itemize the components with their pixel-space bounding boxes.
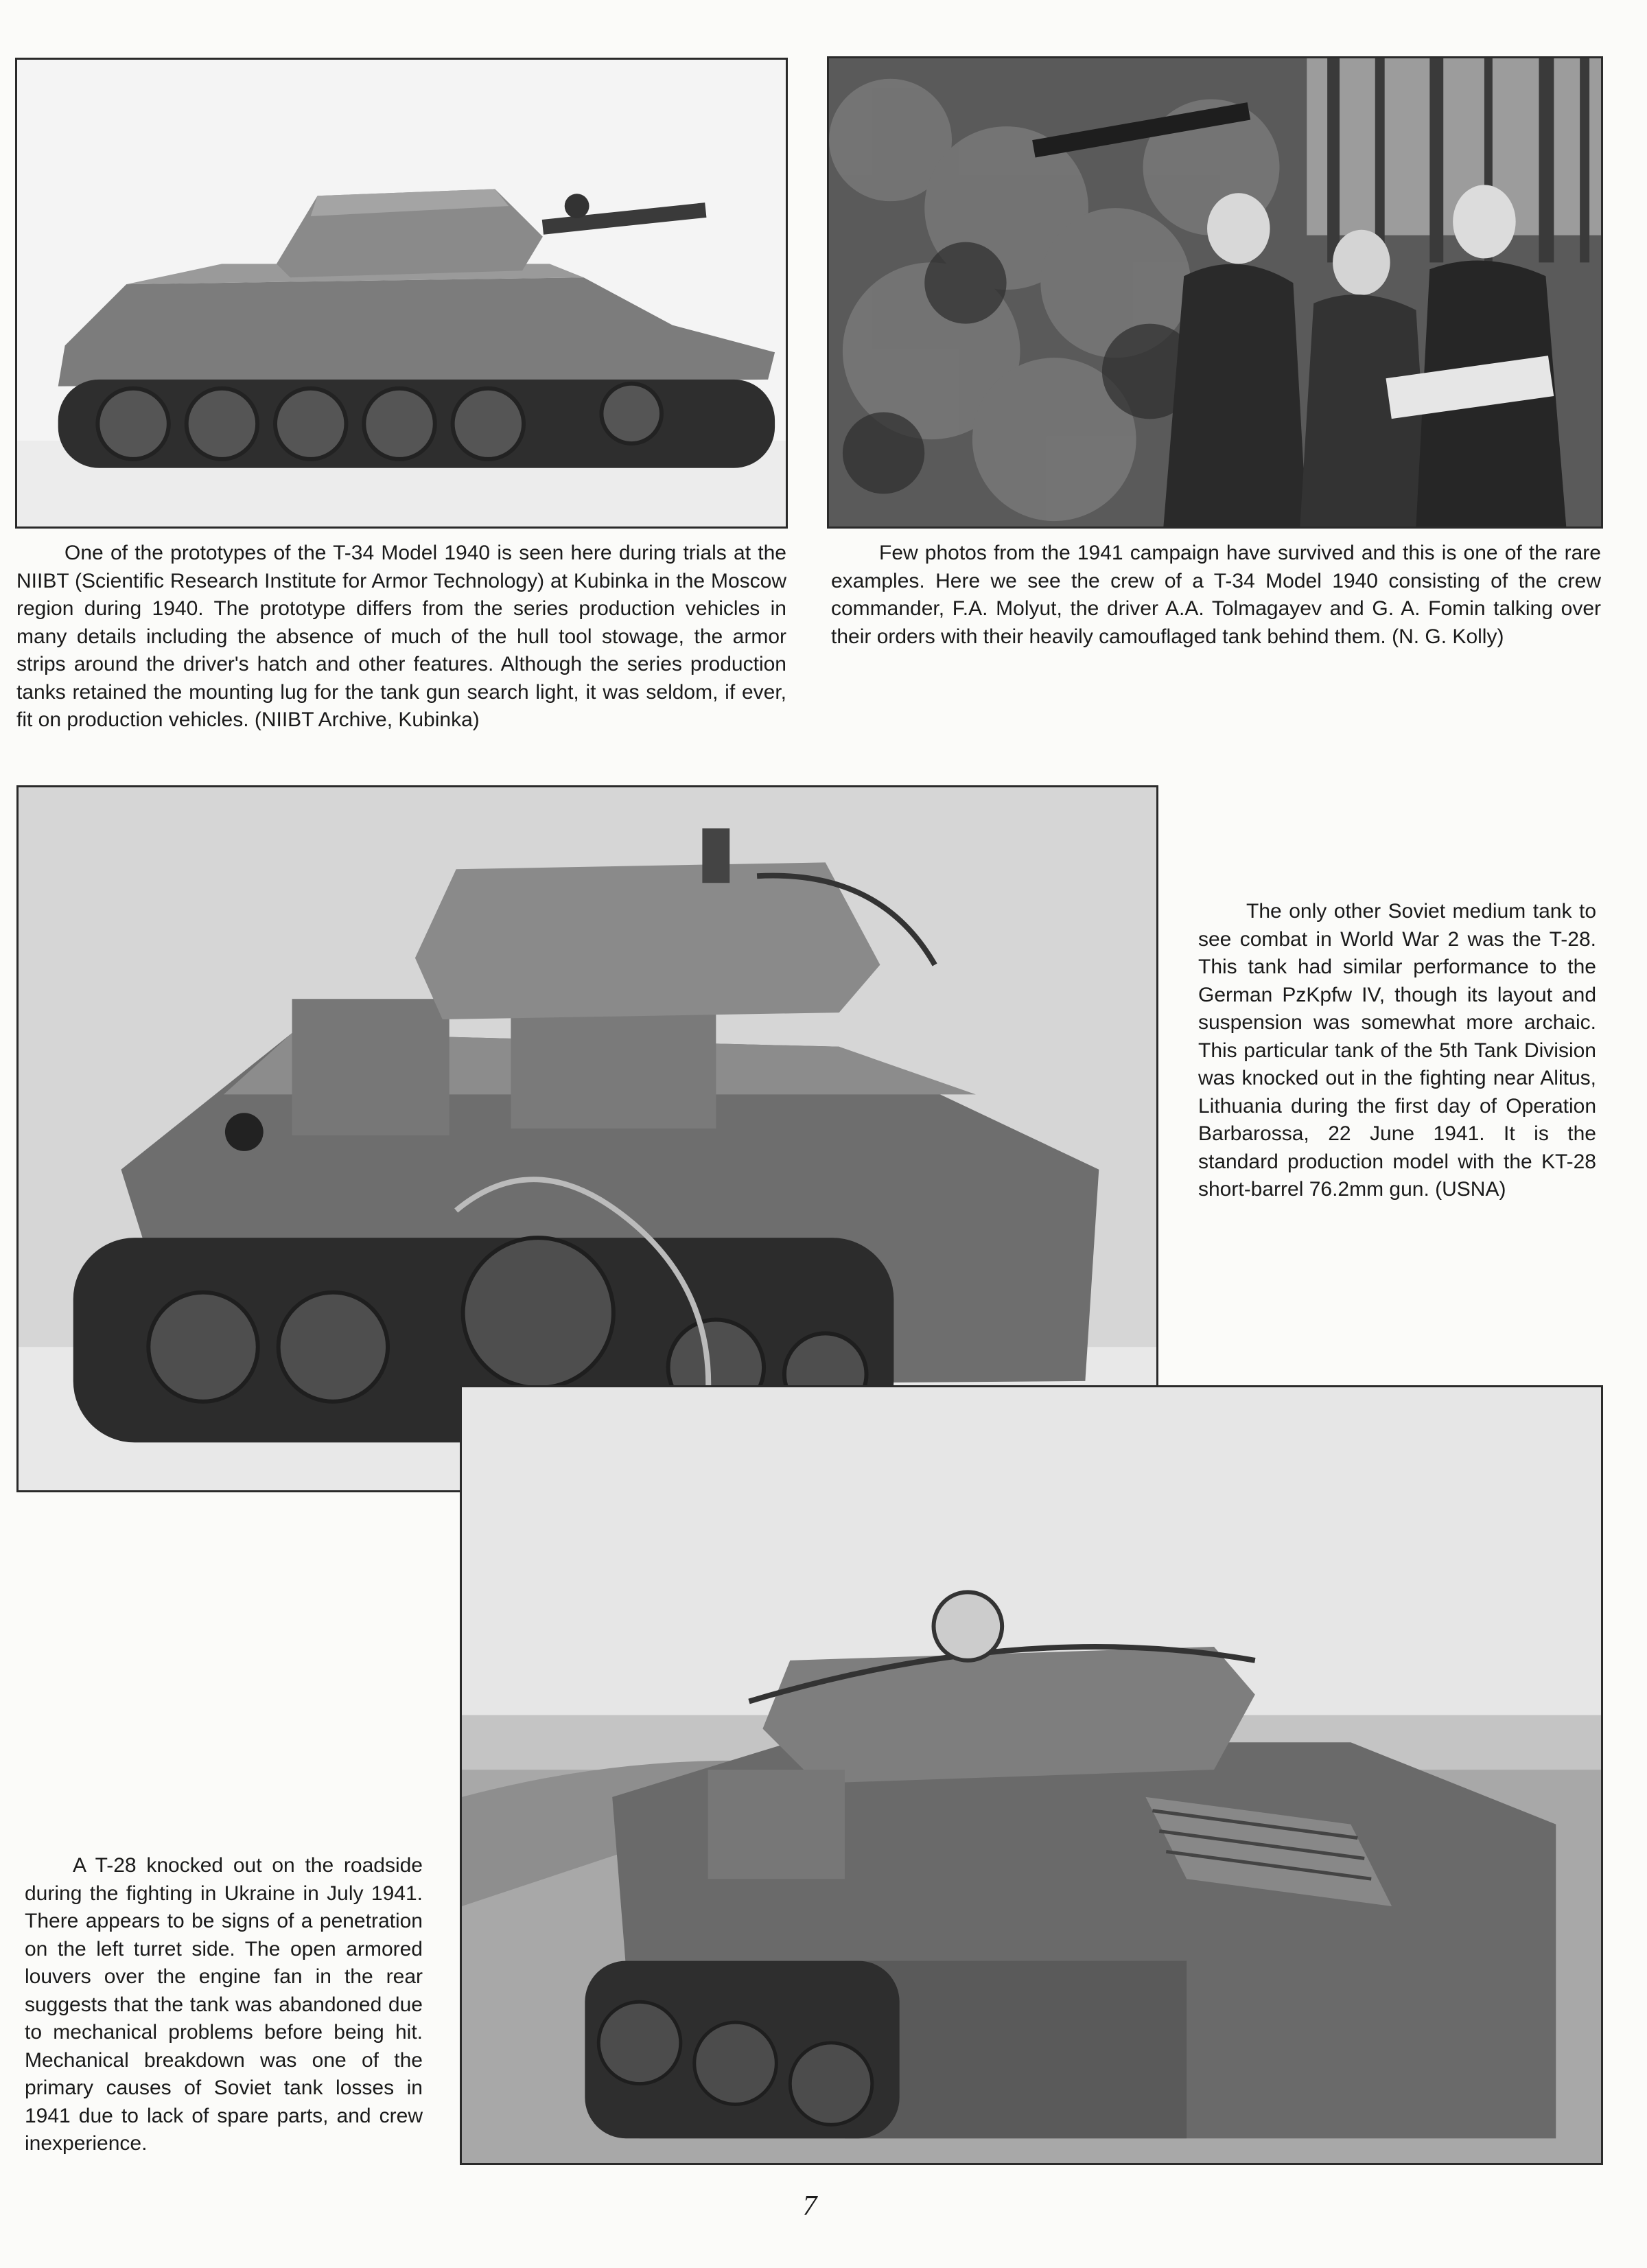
caption-t34-crew: Few photos from the 1941 campaign have survived and this is one of the rare examples. Here we see the crew of a T-34 Model 1940 consisting of the crew commander, F.A. Molyut, the driver A.A. Tolmagayev and G. A. Fomin talking over their orders with their heavily camouflaged tank behind them. (N. G. Kolly): [831, 542, 1601, 648]
caption-t28-ukraine: A T-28 knocked out on the roadside during the fighting in Ukraine in July 1941. There appears to be signs of a penetration on the left turret side. The open armored louvers over the engine fan in the rear suggests that the tank was abandoned due to mechanical problems before being hit. Mechanical breakdown was one of the primary causes of Soviet tank losses in 1941 due to lack of spare parts, and crew inexperience.: [25, 1854, 423, 2155]
page-number: 7: [802, 2190, 817, 2222]
caption-t34-prototype: One of the prototypes of the T-34 Model 1940 is seen here during trials at the NIIBT (Scientific Research Institute for Armor Technology) at Kubinka in the Moscow region during 1940. The prototype differs from the series production vehicles in many details including the absence of much of the hull tool stowage, the armor strips around the driver's hatch and other features. Although the series production tanks retained the mounting lug for the tank gun search light, it was seldom, if ever, fit on production vehicles. (NIIBT Archive, Kubinka): [16, 542, 786, 731]
caption-t28-alitus: The only other Soviet medium tank to see combat in World War 2 was the T-28. This tank had similar performance to the German PzKpfw IV, though its layout and suspension was somewhat more archaic. This particular tank of the 5th Tank Division was knocked out in the fighting near Alitus, Lithuania during the first day of Operation Barbarossa, 22 June 1941. It is the standard production model with the KT-28 short-barrel 76.2mm gun. (USNA): [1198, 900, 1596, 1201]
photo-t34-prototype: [15, 58, 788, 529]
photo-t28-ukraine: [460, 1385, 1603, 2165]
photo-t34-crew: [827, 56, 1603, 529]
